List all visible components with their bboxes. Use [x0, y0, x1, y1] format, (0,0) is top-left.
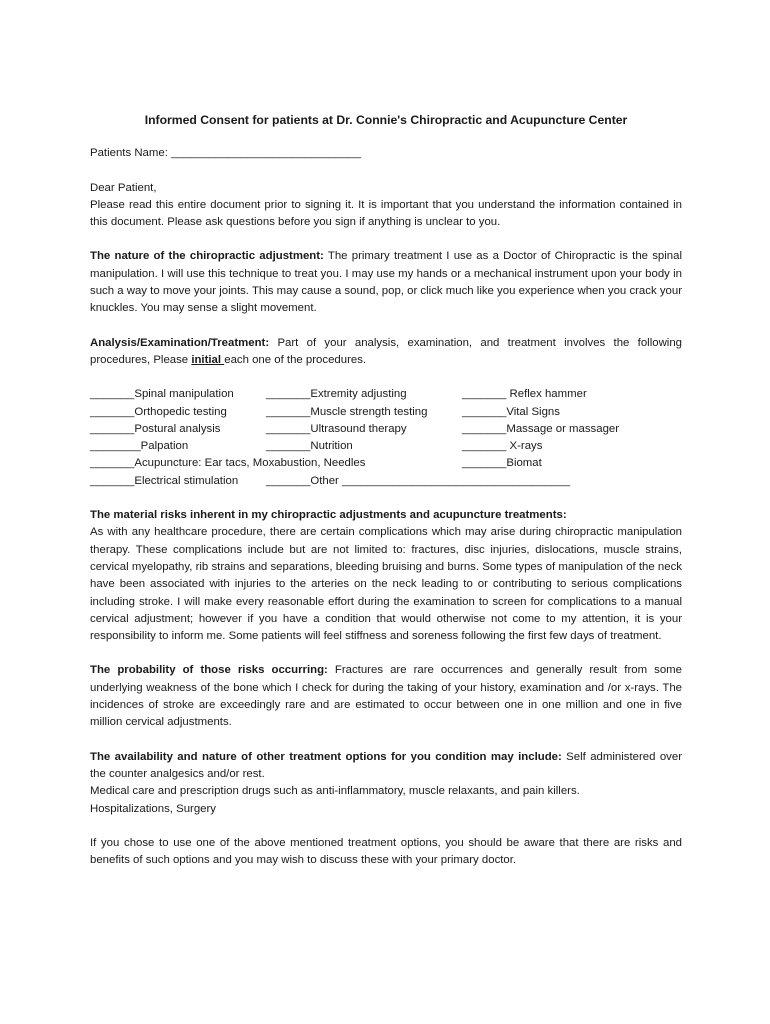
procedure-item: ________Palpation [90, 440, 189, 453]
procedure-item: _______Vital Signs [462, 405, 560, 418]
closing-paragraph: If you chose to use one of the above mentioned treatment options, you should be aware that there are risks and benefits of such options and you may wish to discuss these with your primary doctor. [90, 836, 682, 867]
nature-heading: The nature of the chiropractic adjustment: [90, 250, 324, 263]
analysis-heading: Analysis/Examination/Treatment: [90, 336, 270, 349]
procedure-item: _______Nutrition [266, 440, 353, 453]
nature-body: The primary treatment I use as a Doctor of Chiropractic is the spinal manipulation. I will use this technique to treat you. I may use my hands or a mechanical instrument upon your body in such a way to move your joints. This may cause a sound, pop, or click much like you experience when you crack your knuckles. You may sense a slight movement. [90, 250, 682, 315]
procedure-item: _______Orthopedic testing [90, 405, 227, 418]
nature-section [90, 248, 682, 317]
patient-name-line: Patients Name: ______________________________ [90, 147, 362, 160]
procedures-list [90, 386, 682, 490]
initial-word: initial [191, 353, 225, 366]
availability-body: Self administered over the counter analgesics and/or rest. [90, 750, 682, 780]
document-title: Informed Consent for patients at Dr. Connie's Chiropractic and Acupuncture Center [144, 113, 628, 127]
risks-heading-text: The material risks inherent in my chiropractic adjustments and acupuncture treatments: [90, 509, 567, 522]
probability-section [90, 662, 682, 731]
analysis-section [90, 335, 682, 370]
procedure-item: _______Other ____________________________________ [266, 474, 571, 487]
procedure-item: _______Massage or massager [462, 422, 620, 435]
procedure-item: _______ Reflex hammer [462, 388, 587, 401]
probability-body: Fractures are rare occurrences and generally result from some underlying weakness of the bone which I check for during the taking of your history, examination and /or x-rays. The incidences of stroke are exceedingly rare and are estimated to occur between one in one million and one in five million cervical adjustments. [90, 664, 682, 729]
analysis-body-after: each one of the procedures. [224, 353, 367, 366]
procedure-item: _______Ultrasound therapy [266, 422, 407, 435]
analysis-body-before: Part of your analysis, examination, and treatment involves the following procedures, Please [90, 336, 682, 366]
procedure-item: _______Electrical stimulation [90, 474, 239, 487]
greeting: Dear Patient, [90, 181, 157, 194]
availability-heading: The availability and nature of other treatment options for you condition may include: [90, 750, 562, 763]
risks-body: As with any healthcare procedure, there are certain complications which may arise during chiropractic manipulation therapy. These complications include but are not limited to: fractures, disc injuries, dislocations, muscle strains, cervical myelopathy, rib strains and separations, bleeding bruising and burns. Some types of manipulation of the neck have been associated with injuries to the arteries on the neck leading to or contributing to serious complications including stroke. I will make every reasonable effort during the examination to screen for complications to a manual cervical adjustment; however if you have a condition that would otherwise not come to my attention, it is your responsibility to inform me. Some patients will feel stiffness and soreness following the first few days of treatment. [90, 526, 682, 643]
intro-paragraph: Please read this entire document prior to signing it. It is important that you understand the information contained in this document. Please ask questions before you sign if anything is unclear to you. [90, 198, 682, 229]
procedure-item: _______Extremity adjusting [266, 388, 407, 401]
procedure-item: _______Biomat [462, 457, 542, 470]
procedure-item: _______Postural analysis [90, 422, 221, 435]
availability-section [90, 749, 682, 784]
probability-heading: The probability of those risks occurring: [90, 664, 328, 677]
procedure-item: _______Spinal manipulation [90, 388, 234, 401]
availability-line-2: Medical care and prescription drugs such as anti-inflammatory, muscle relaxants, and pain killers. [90, 785, 580, 798]
procedure-item: _______Muscle strength testing [266, 405, 428, 418]
procedure-item: _______ X-rays [462, 440, 543, 453]
risks-heading [90, 507, 682, 524]
availability-line-3: Hospitalizations, Surgery [90, 802, 216, 815]
procedure-item: _______Acupuncture: Ear tacs, Moxabustion, Needles [90, 457, 366, 470]
